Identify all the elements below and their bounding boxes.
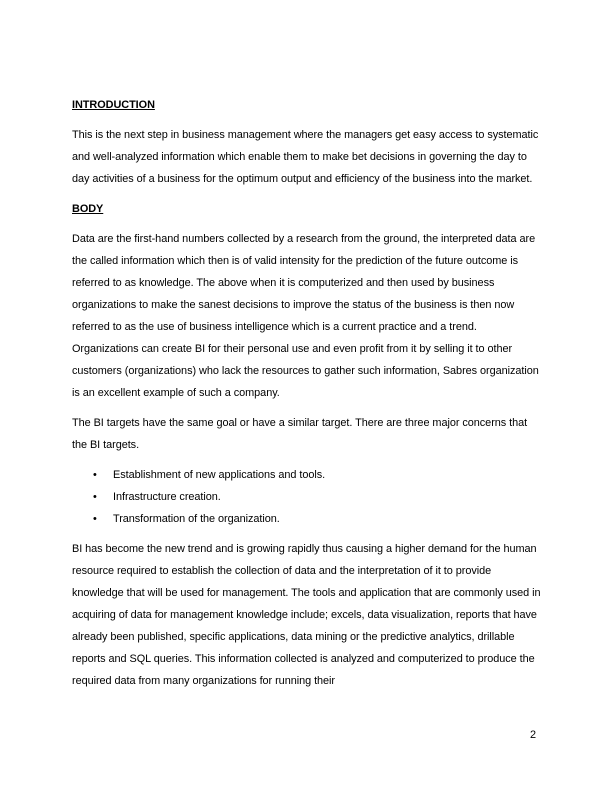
page-number: 2 [530,729,537,741]
list-item [72,486,542,508]
bullet-icon: • [93,469,97,481]
list-item [72,508,542,530]
body-paragraph-2: The BI targets have the same goal or have a similar target. There are three major concerns that the BI targets. [72,417,528,451]
introduction-heading: INTRODUCTION [72,99,155,111]
list-item-text: Transformation of the organization. [113,513,280,525]
body-heading: BODY [72,203,104,215]
page-content [72,94,542,692]
list-item-text: Infrastructure creation. [113,491,221,503]
introduction-paragraph: This is the next step in business management where the managers get easy access to systematic and well-analyzed information which enable them to make bet decisions in governing the day to day activities of a business for the optimum output and efficiency of the business into the market. [72,129,539,185]
bullet-icon: • [93,513,97,525]
bullet-icon: • [93,491,97,503]
body-paragraph-3: BI has become the new trend and is growing rapidly thus causing a higher demand for the human resource required to establish the collection of data and the interpretation of it to provide knowledge that will be used for management. The tools and application that are commonly used in acquiring of data for management knowledge include; excels, data visualization, reports that have already been published, specific applications, data mining or the predictive analytics, drillable reports and SQL queries. This information collected is analyzed and computerized to produce the required data from many organizations for running their [72,543,541,687]
list-item [72,464,542,486]
body-paragraph-1: Data are the first-hand numbers collected by a research from the ground, the interpreted data are the called information which then is of valid intensity for the prediction of the future outcome is referred to as knowledge. The above when it is computerized and then used by business organizations to make the sanest decisions to improve the status of the business is then now referred to as the use of business intelligence which is a current practice and a trend. Organizations can create BI for their personal use and even profit from it by selling it to other customers (organizations) who lack the resources to gather such information, Sabres organization is an excellent example of such a company. [72,233,539,399]
bi-concerns-list [72,464,542,530]
list-item-text: Establishment of new applications and tools. [113,469,326,481]
